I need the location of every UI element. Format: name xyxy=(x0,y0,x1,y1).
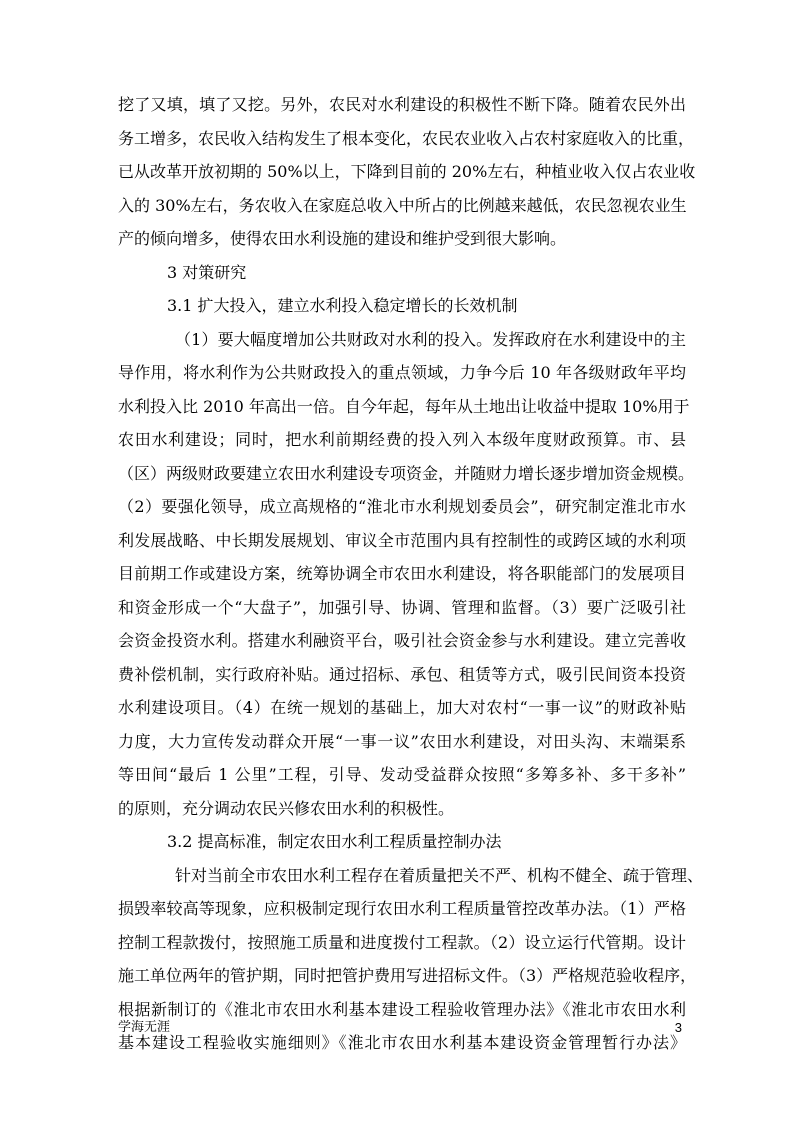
paragraph-line: 目前期工作或建设方案，统筹协调全市农田水利建设，将各职能部门的发展项目 xyxy=(118,564,686,583)
paragraph-line: （2）要强化领导，成立高规格的“淮北市水利规划委员会”，研究制定淮北市水 xyxy=(118,497,686,516)
footer-text: 学海无涯 xyxy=(118,1020,171,1035)
paragraph-line: 水利建设项目。（4）在统一规划的基础上，加大对农村“一事一议”的财政补贴 xyxy=(118,698,686,717)
paragraph-line: 费补偿机制，实行政府补贴。通过招标、承包、租赁等方式，吸引民间资本投资 xyxy=(118,664,686,684)
body-text xyxy=(118,88,704,1060)
paragraph-line: 和资金形成一个“大盘子”，加强引导、协调、管理和监督。（3）要广泛吸引社 xyxy=(118,597,686,617)
paragraph-line: 的原则，充分调动农民兴修农田水利的积极性。 xyxy=(118,798,455,818)
paragraph-line: 入的 30%左右，务农收入在家庭总收入中所占的比例越来越低，农民忽视农业生 xyxy=(118,195,687,215)
paragraph-line: （区）两级财政要建立农田水利建设专项资金，并随财力增长逐步增加资金规模。 xyxy=(118,463,695,483)
paragraph-line: 力度，大力宣传发动群众开展“一事一议”农田水利建设，对田头沟、末端渠系 xyxy=(118,731,686,751)
subsection-heading: 3.2 提高标准，制定农田水利工程质量控制办法 xyxy=(167,832,502,851)
paragraph-line: 控制工程款拨付，按照施工质量和进度拨付工程款。（2）设立运行代管期。设计 xyxy=(118,932,686,952)
paragraph-line: 农田水利建设；同时，把水利前期经费的投入列入本级年度财政预算。市、县 xyxy=(118,430,686,449)
subsection-heading: 3.1 扩大投入，建立水利投入稳定增长的长效机制 xyxy=(167,296,518,315)
paragraph-line: 基本建设工程验收实施细则》《淮北市农田水利基本建设资金管理暂行办法》 xyxy=(118,1033,686,1052)
paragraph-line: （1）要大幅度增加公共财政对水利的投入。发挥政府在水利建设中的主 xyxy=(175,329,686,349)
paragraph-line: 挖了又填，填了又挖。另外，农民对水利建设的积极性不断下降。随着农民外出 xyxy=(118,95,686,114)
paragraph-line: 会资金投资水利。搭建水利融资平台，吸引社会资金参与水利建设。建立完善收 xyxy=(118,631,686,650)
section-heading: 3 对策研究 xyxy=(167,262,247,282)
paragraph-line: 针对当前全市农田水利工程存在着质量把关不严、机构不健全、疏于管理、 xyxy=(175,865,704,885)
paragraph-line: 产的倾向增多，使得农田水利设施的建设和维护受到很大影响。 xyxy=(118,229,567,248)
paragraph-line: 损毁率较高等现象，应积极制定现行农田水利工程质量管控改革办法。（1）严格 xyxy=(118,899,686,918)
page-number: 3 xyxy=(674,1020,682,1035)
paragraph-line: 导作用，将水利作为公共财政投入的重点领域，力争今后 10 年各级财政年平均 xyxy=(118,363,686,382)
paragraph-line: 施工单位两年的管护期，同时把管护费用写进招标文件。（3）严格规范验收程序， xyxy=(118,966,697,985)
paragraph-line: 已从改革开放初期的 50%以上，下降到目前的 20%左右，种植业收入仅占农业收 xyxy=(118,162,696,181)
paragraph-line: 水利投入比 2010 年高出一倍。自今年起，每年从土地出让收益中提取 10%用于 xyxy=(118,396,690,416)
paragraph-line: 务工增多，农民收入结构发生了根本变化，农民农业收入占农村家庭收入的比重， xyxy=(118,128,695,148)
paragraph-line: 等田间“最后 1 公里”工程，引导、发动受益群众按照“多筹多补、多干多补” xyxy=(118,765,686,784)
paragraph-line: 利发展战略、中长期发展规划、审议全市范围内具有控制性的或跨区域的水利项 xyxy=(118,530,686,550)
paragraph-line: 根据新制订的《淮北市农田水利基本建设工程验收管理办法》《淮北市农田水利 xyxy=(118,999,686,1019)
